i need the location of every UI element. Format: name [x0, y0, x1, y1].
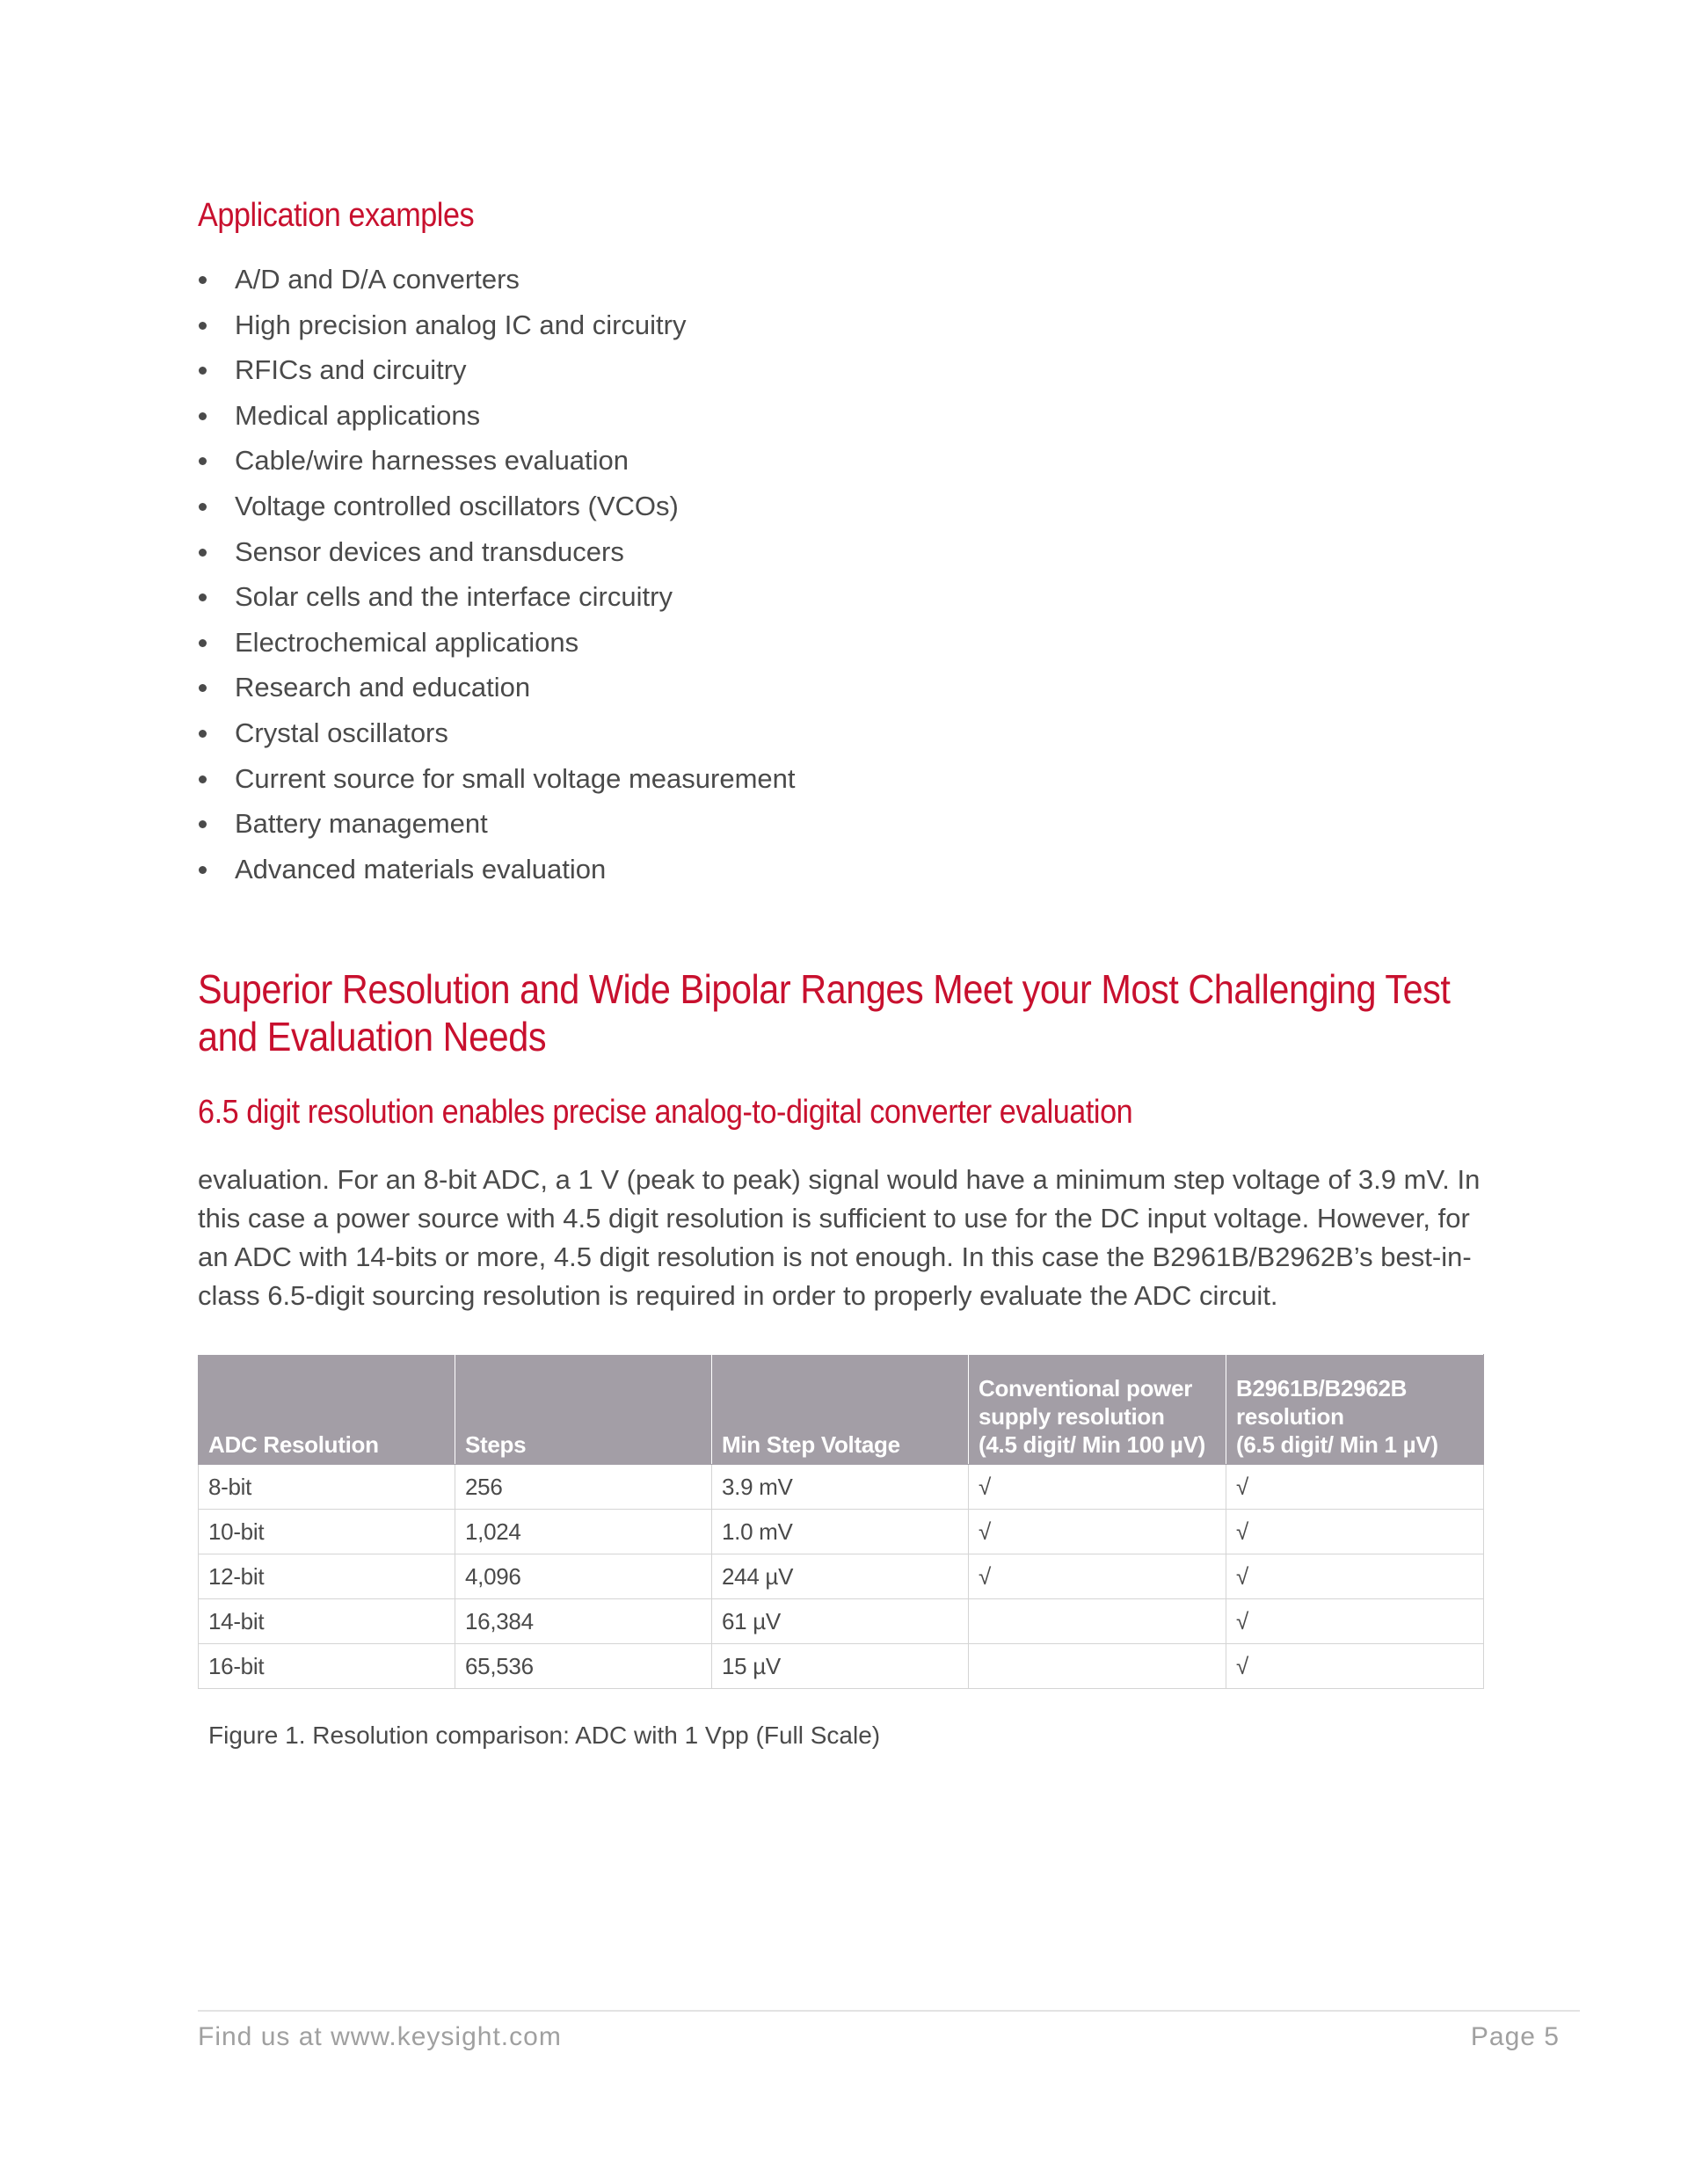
column-header-b2961b-resolution: [1226, 1355, 1484, 1465]
cell-steps: 65,536: [455, 1644, 712, 1689]
figure-caption: Figure 1. Resolution comparison: ADC with 1 Vpp (Full Scale): [208, 1722, 881, 1749]
cell-conventional-check: √: [969, 1465, 1226, 1510]
bullet-icon: [199, 322, 207, 330]
bullet-icon: [199, 457, 207, 465]
list-item-text: RFICs and circuitry: [235, 354, 467, 386]
document-page: [198, 0, 1578, 2184]
table-row: [199, 1644, 1484, 1689]
list-item-text: Cable/wire harnesses evaluation: [235, 445, 629, 477]
list-item-text: Voltage controlled oscillators (VCOs): [235, 490, 679, 521]
list-item-text: Sensor devices and transducers: [235, 535, 624, 567]
resolution-comparison-table: [198, 1354, 1484, 1689]
column-header-min-step-voltage: [712, 1355, 969, 1465]
list-item: [198, 620, 795, 666]
header-text: Min Step Voltage: [722, 1431, 900, 1458]
bullet-icon: [199, 639, 207, 647]
section-heading: Superior Resolution and Wide Bipolar Ranges Meet your Most Challenging Test and Evaluation Needs: [198, 966, 1451, 1059]
header-text: ADC Resolution: [208, 1431, 379, 1458]
cell-adc-resolution: 10-bit: [199, 1510, 455, 1554]
list-item-text: Crystal oscillators: [235, 717, 448, 748]
cell-conventional-check: √: [969, 1510, 1226, 1554]
application-examples-list: [198, 257, 795, 892]
footer-page-number: Page 5: [1470, 2022, 1560, 2051]
list-item: [198, 484, 795, 529]
bullet-icon: [199, 775, 207, 783]
cell-adc-resolution: 8-bit: [199, 1465, 455, 1510]
list-item: [198, 847, 795, 892]
list-item: [198, 710, 795, 756]
bullet-icon: [199, 866, 207, 874]
bullet-icon: [199, 503, 207, 511]
list-item: [198, 393, 795, 439]
list-item: [198, 347, 795, 393]
table-header-row: [199, 1355, 1484, 1465]
header-line: Conventional power: [979, 1375, 1193, 1401]
list-item: [198, 257, 795, 302]
list-item: [198, 665, 795, 710]
list-item-text: High precision analog IC and circuitry: [235, 309, 687, 340]
cell-steps: 16,384: [455, 1599, 712, 1644]
header-text: Steps: [465, 1431, 527, 1458]
list-item-text: Medical applications: [235, 399, 481, 431]
cell-steps: 1,024: [455, 1510, 712, 1554]
cell-min-step-voltage: 3.9 mV: [712, 1465, 969, 1510]
list-item-text: A/D and D/A converters: [235, 264, 520, 295]
bullet-icon: [199, 593, 207, 601]
application-examples-heading: Application examples: [198, 197, 475, 234]
cell-adc-resolution: 12-bit: [199, 1554, 455, 1599]
cell-adc-resolution: 14-bit: [199, 1599, 455, 1644]
list-item-text: Current source for small voltage measurement: [235, 762, 796, 794]
bullet-icon: [199, 412, 207, 420]
list-item-text: Research and education: [235, 672, 531, 703]
cell-b2961b-check: √: [1226, 1644, 1484, 1689]
header-line: (4.5 digit/ Min 100 µV): [979, 1431, 1206, 1458]
list-item-text: Solar cells and the interface circuitry: [235, 581, 673, 613]
bullet-icon: [199, 684, 207, 692]
list-item-text: Battery management: [235, 808, 488, 840]
header-line: supply resolution: [979, 1403, 1165, 1430]
cell-steps: 4,096: [455, 1554, 712, 1599]
list-item: [198, 302, 795, 348]
table-row: [199, 1554, 1484, 1599]
bullet-icon: [199, 367, 207, 375]
cell-min-step-voltage: 244 µV: [712, 1554, 969, 1599]
cell-b2961b-check: √: [1226, 1465, 1484, 1510]
cell-conventional-check: √: [969, 1554, 1226, 1599]
cell-steps: 256: [455, 1465, 712, 1510]
cell-conventional-check: [969, 1644, 1226, 1689]
body-paragraph: evaluation. For an 8-bit ADC, a 1 V (peak to peak) signal would have a minimum step voltage of 3.9 mV. In this case a power source with 4.5 digit resolution is sufficient to use for the DC input voltage. However, for an ADC with 14-bits or more, 4.5 digit resolution is not enough. In this case the B2961B/B2962B’s best-in-class 6.5-digit sourcing resolution is required in order to properly evaluate the ADC circuit.: [198, 1164, 1481, 1311]
cell-b2961b-check: √: [1226, 1510, 1484, 1554]
footer-website-text: Find us at www.keysight.com: [198, 2022, 562, 2051]
list-item: [198, 438, 795, 484]
list-item: [198, 756, 795, 802]
list-item-text: Electrochemical applications: [235, 626, 579, 658]
header-line: resolution: [1236, 1403, 1344, 1430]
cell-conventional-check: [969, 1599, 1226, 1644]
cell-adc-resolution: 16-bit: [199, 1644, 455, 1689]
cell-min-step-voltage: 15 µV: [712, 1644, 969, 1689]
header-line: (6.5 digit/ Min 1 µV): [1236, 1431, 1438, 1458]
column-header-steps: [455, 1355, 712, 1465]
bullet-icon: [199, 820, 207, 828]
list-item: [198, 529, 795, 575]
bullet-icon: [199, 276, 207, 284]
section-subheading: 6.5 digit resolution enables precise analog-to-digital converter evaluation: [198, 1094, 1133, 1131]
cell-b2961b-check: √: [1226, 1554, 1484, 1599]
table-row: [199, 1510, 1484, 1554]
list-item: [198, 801, 795, 847]
bullet-icon: [199, 549, 207, 557]
cell-min-step-voltage: 61 µV: [712, 1599, 969, 1644]
cell-min-step-voltage: 1.0 mV: [712, 1510, 969, 1554]
column-header-conventional-resolution: [969, 1355, 1226, 1465]
cell-b2961b-check: √: [1226, 1599, 1484, 1644]
header-line: B2961B/B2962B: [1236, 1375, 1408, 1401]
table-row: [199, 1465, 1484, 1510]
list-item-text: Advanced materials evaluation: [235, 853, 607, 885]
footer-divider: [198, 2010, 1580, 2012]
bullet-icon: [199, 730, 207, 738]
table-row: [199, 1599, 1484, 1644]
list-item: [198, 574, 795, 620]
column-header-adc-resolution: [199, 1355, 455, 1465]
